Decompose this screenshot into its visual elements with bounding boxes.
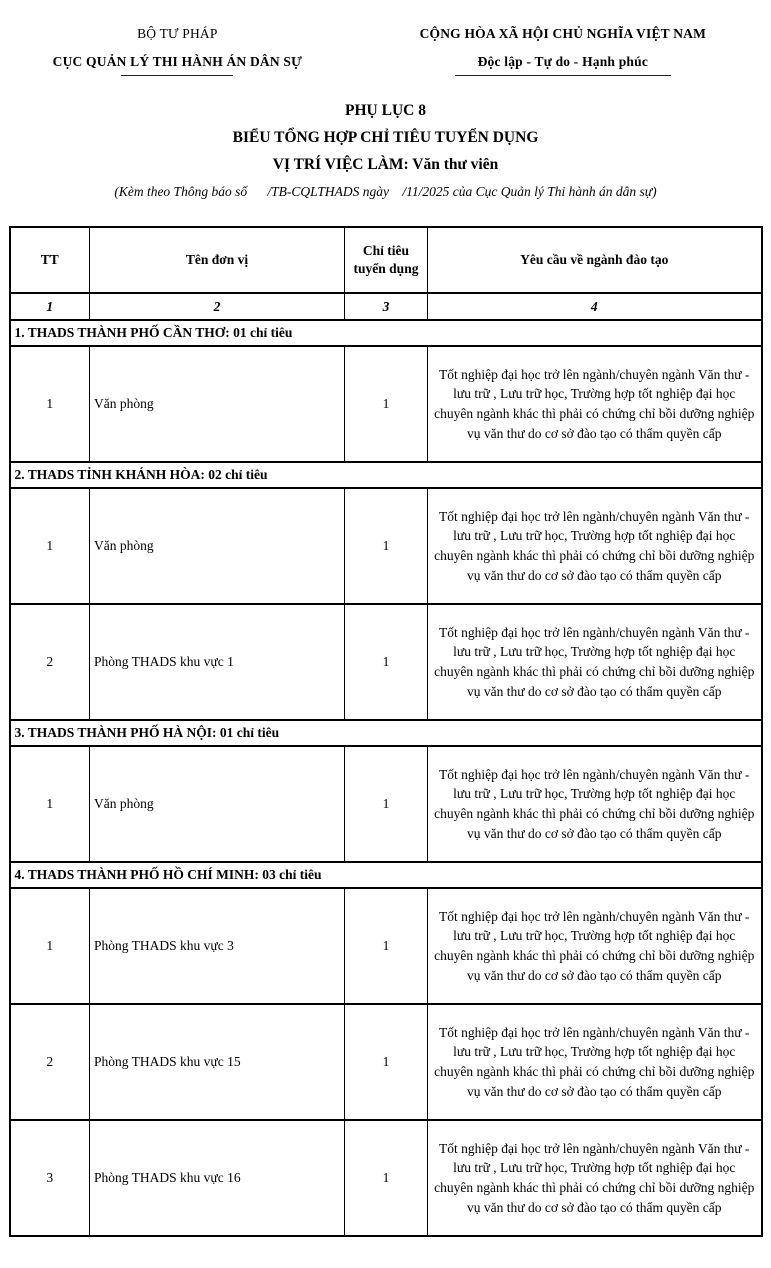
column-number: 2 xyxy=(90,293,345,320)
section-heading-row xyxy=(10,320,762,346)
document-title: BIỂU TỔNG HỢP CHỈ TIÊU TUYỂN DỤNG xyxy=(232,129,539,146)
agency-name: CỤC QUẢN LÝ THI HÀNH ÁN DÂN SỰ xyxy=(52,54,303,69)
table-row xyxy=(10,604,762,720)
agency-underline xyxy=(121,75,233,76)
section-heading-row xyxy=(10,862,762,888)
cell-unit-name: Phòng THADS khu vực 16 xyxy=(90,1120,345,1236)
document-header xyxy=(0,26,771,76)
table-row xyxy=(10,746,762,862)
cell-requirement: Tốt nghiệp đại học trở lên ngành/chuyên ngành Văn thư - lưu trữ , Lưu trữ học, Trường hợp tốt nghiệp đại học chuyên ngành khác thì phải có chứng chỉ bồi dưỡng nghiệp vụ văn thư do cơ sở đào tạo có thẩm quyền cấp xyxy=(428,1120,762,1236)
cell-quota: 1 xyxy=(345,888,428,1004)
cell-requirement: Tốt nghiệp đại học trở lên ngành/chuyên ngành Văn thư - lưu trữ , Lưu trữ học, Trường hợp tốt nghiệp đại học chuyên ngành khác thì phải có chứng chỉ bồi dưỡng nghiệp vụ văn thư do cơ sở đào tạo có thẩm quyền cấp xyxy=(428,488,762,604)
cell-unit-name: Văn phòng xyxy=(90,746,345,862)
section-heading-row xyxy=(10,462,762,488)
cell-unit-name: Phòng THADS khu vực 15 xyxy=(90,1004,345,1120)
position-title: VỊ TRÍ VIỆC LÀM: Văn thư viên xyxy=(272,156,499,173)
motto-underline xyxy=(455,75,671,76)
cell-quota: 1 xyxy=(345,746,428,862)
table-row xyxy=(10,1004,762,1120)
column-number-row xyxy=(10,293,762,320)
title-block xyxy=(0,102,771,200)
national-name: CỘNG HÒA XÃ HỘI CHỦ NGHĨA VIỆT NAM xyxy=(419,26,707,41)
column-number: 1 xyxy=(10,293,90,320)
column-number: 3 xyxy=(345,293,428,320)
cell-unit-name: Phòng THADS khu vực 3 xyxy=(90,888,345,1004)
table-header-row xyxy=(10,227,762,293)
cell-tt: 2 xyxy=(10,604,90,720)
ministry-name: BỘ TƯ PHÁP xyxy=(137,26,218,41)
cell-tt: 1 xyxy=(10,488,90,604)
cell-requirement: Tốt nghiệp đại học trở lên ngành/chuyên ngành Văn thư - lưu trữ , Lưu trữ học, Trường hợp tốt nghiệp đại học chuyên ngành khác thì phải có chứng chỉ bồi dưỡng nghiệp vụ văn thư do cơ sở đào tạo có thẩm quyền cấp xyxy=(428,888,762,1004)
quota-table xyxy=(9,226,763,1237)
attachment-note: (Kèm theo Thông báo số /TB-CQLTHADS ngày /11/2025 của Cục Quản lý Thi hành án dân sự) xyxy=(114,184,657,199)
table-row xyxy=(10,1120,762,1236)
cell-tt: 1 xyxy=(10,346,90,462)
column-header-quota: Chỉ tiêu tuyển dụng xyxy=(345,227,428,293)
section-heading: 1. THADS THÀNH PHỐ CẦN THƠ: 01 chỉ tiêu xyxy=(10,320,762,346)
cell-quota: 1 xyxy=(345,1004,428,1120)
column-number: 4 xyxy=(428,293,762,320)
cell-quota: 1 xyxy=(345,1120,428,1236)
cell-unit-name: Văn phòng xyxy=(90,346,345,462)
cell-requirement: Tốt nghiệp đại học trở lên ngành/chuyên ngành Văn thư - lưu trữ , Lưu trữ học, Trường hợp tốt nghiệp đại học chuyên ngành khác thì phải có chứng chỉ bồi dưỡng nghiệp vụ văn thư do cơ sở đào tạo có thẩm quyền cấp xyxy=(428,346,762,462)
cell-requirement: Tốt nghiệp đại học trở lên ngành/chuyên ngành Văn thư - lưu trữ , Lưu trữ học, Trường hợp tốt nghiệp đại học chuyên ngành khác thì phải có chứng chỉ bồi dưỡng nghiệp vụ văn thư do cơ sở đào tạo có thẩm quyền cấp xyxy=(428,1004,762,1120)
table-row xyxy=(10,346,762,462)
national-title-block xyxy=(355,26,771,76)
cell-unit-name: Phòng THADS khu vực 1 xyxy=(90,604,345,720)
cell-tt: 1 xyxy=(10,888,90,1004)
cell-tt: 2 xyxy=(10,1004,90,1120)
column-header-unit: Tên đơn vị xyxy=(90,227,345,293)
cell-quota: 1 xyxy=(345,604,428,720)
appendix-title: PHỤ LỤC 8 xyxy=(345,102,426,119)
column-header-tt: TT xyxy=(10,227,90,293)
issuing-agency-block xyxy=(0,26,355,76)
table-row xyxy=(10,488,762,604)
column-header-requirement: Yêu cầu về ngành đào tạo xyxy=(428,227,762,293)
cell-tt: 1 xyxy=(10,746,90,862)
national-motto: Độc lập - Tự do - Hạnh phúc xyxy=(477,54,649,69)
cell-requirement: Tốt nghiệp đại học trở lên ngành/chuyên ngành Văn thư - lưu trữ , Lưu trữ học, Trường hợp tốt nghiệp đại học chuyên ngành khác thì phải có chứng chỉ bồi dưỡng nghiệp vụ văn thư do cơ sở đào tạo có thẩm quyền cấp xyxy=(428,604,762,720)
section-heading: 2. THADS TỈNH KHÁNH HÒA: 02 chỉ tiêu xyxy=(10,462,762,488)
section-heading-row xyxy=(10,720,762,746)
cell-quota: 1 xyxy=(345,488,428,604)
section-heading: 4. THADS THÀNH PHỐ HỒ CHÍ MINH: 03 chỉ tiêu xyxy=(10,862,762,888)
table-row xyxy=(10,888,762,1004)
section-heading: 3. THADS THÀNH PHỐ HÀ NỘI: 01 chỉ tiêu xyxy=(10,720,762,746)
cell-tt: 3 xyxy=(10,1120,90,1236)
cell-requirement: Tốt nghiệp đại học trở lên ngành/chuyên ngành Văn thư - lưu trữ , Lưu trữ học, Trường hợp tốt nghiệp đại học chuyên ngành khác thì phải có chứng chỉ bồi dưỡng nghiệp vụ văn thư do cơ sở đào tạo có thẩm quyền cấp xyxy=(428,746,762,862)
cell-unit-name: Văn phòng xyxy=(90,488,345,604)
cell-quota: 1 xyxy=(345,346,428,462)
